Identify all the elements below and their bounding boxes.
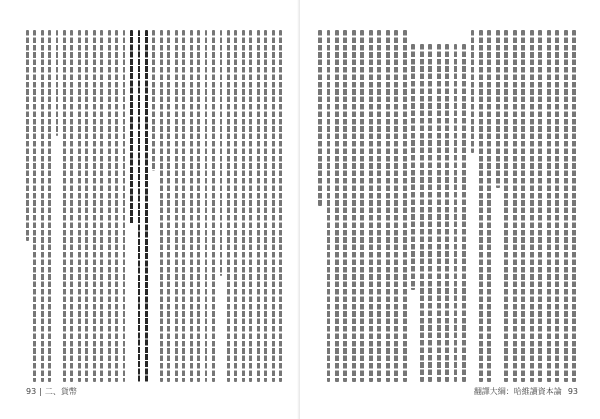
left-paragraph-1 [279, 30, 282, 382]
right-paragraph-3 [403, 30, 407, 382]
left-paragraph-2 [212, 30, 215, 382]
left-footer: 93 | 二、貨幣 [26, 387, 77, 396]
right-page-number: 93 [567, 387, 578, 396]
left-emphasis-block [145, 30, 148, 382]
right-quote-block [462, 44, 466, 382]
right-running-footer: 翻譯大綱：哈維讀資本論 [473, 387, 562, 396]
right-page-body [318, 30, 576, 382]
right-paragraph-1 [572, 30, 576, 382]
right-paragraph-2 [487, 30, 491, 382]
left-page-body [26, 30, 282, 382]
right-page [300, 0, 600, 419]
left-paragraph-4 [48, 30, 51, 382]
left-running-footer: 二、貨幣 [44, 387, 77, 396]
right-footer [474, 386, 578, 397]
left-page-number: 93 [26, 387, 37, 396]
left-paragraph-3 [123, 30, 126, 382]
